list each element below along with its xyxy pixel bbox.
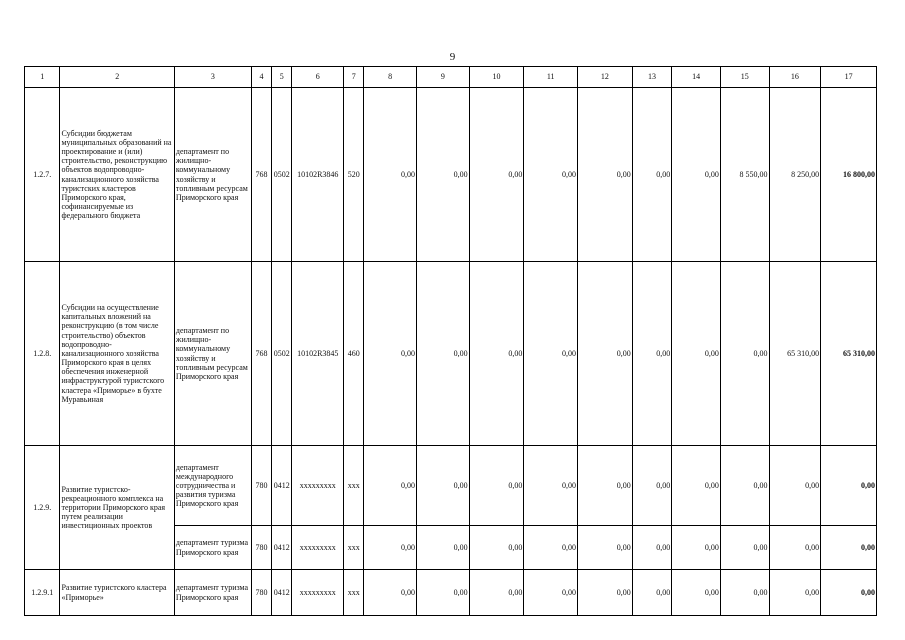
cell-expense-type: xxx <box>344 446 364 526</box>
cell-value: 0,00 <box>416 570 469 616</box>
cell-value: 0,00 <box>416 262 469 446</box>
cell-value: 0,00 <box>469 446 524 526</box>
cell-value: 65 310,00 <box>769 262 821 446</box>
cell-value: 0,00 <box>469 262 524 446</box>
header-cell: 2 <box>60 67 174 88</box>
header-cell: 10 <box>469 67 524 88</box>
cell-total: 0,00 <box>821 570 877 616</box>
cell-value: 0,00 <box>632 88 672 262</box>
header-cell: 16 <box>769 67 821 88</box>
header-cell: 7 <box>344 67 364 88</box>
cell-total: 0,00 <box>821 526 877 570</box>
cell-target: xxxxxxxxx <box>292 570 344 616</box>
cell-value: 0,00 <box>720 526 769 570</box>
row-responsible: департамент международного сотрудничества и развития туризма Приморского края <box>174 446 251 526</box>
cell-value: 0,00 <box>469 570 524 616</box>
cell-target: 10102R3846 <box>292 88 344 262</box>
cell-value: 0,00 <box>364 570 417 616</box>
header-cell: 5 <box>272 67 292 88</box>
header-cell: 1 <box>25 67 60 88</box>
cell-section: 0412 <box>272 526 292 570</box>
cell-expense-type: xxx <box>344 526 364 570</box>
header-row <box>25 67 877 88</box>
cell-value: 0,00 <box>416 446 469 526</box>
cell-value: 0,00 <box>769 446 821 526</box>
row-code: 1.2.9.1 <box>25 570 60 616</box>
row-responsible: департамент туризма Приморского края <box>174 526 251 570</box>
cell-value: 8 550,00 <box>720 88 769 262</box>
cell-target: 10102R3845 <box>292 262 344 446</box>
header-cell: 17 <box>821 67 877 88</box>
header-cell: 8 <box>364 67 417 88</box>
cell-grbs: 780 <box>251 570 271 616</box>
header-cell: 9 <box>416 67 469 88</box>
cell-target: xxxxxxxxx <box>292 526 344 570</box>
cell-value: 0,00 <box>672 262 721 446</box>
cell-total: 65 310,00 <box>821 262 877 446</box>
cell-grbs: 780 <box>251 446 271 526</box>
header-cell: 12 <box>578 67 633 88</box>
cell-value: 0,00 <box>524 88 578 262</box>
cell-section: 0502 <box>272 262 292 446</box>
cell-value: 0,00 <box>364 262 417 446</box>
header-cell: 13 <box>632 67 672 88</box>
cell-value: 0,00 <box>672 570 721 616</box>
row-responsible: департамент по жилищно-коммунальному хозяйству и топливным ресурсам Приморского края <box>174 262 251 446</box>
cell-expense-type: xxx <box>344 570 364 616</box>
cell-value: 0,00 <box>672 526 721 570</box>
header-cell: 11 <box>524 67 578 88</box>
cell-grbs: 768 <box>251 88 271 262</box>
cell-value: 0,00 <box>416 88 469 262</box>
cell-value: 0,00 <box>578 88 633 262</box>
row-code: 1.2.8. <box>25 262 60 446</box>
cell-expense-type: 460 <box>344 262 364 446</box>
budget-table <box>24 66 877 616</box>
cell-value: 0,00 <box>364 526 417 570</box>
cell-value: 0,00 <box>416 526 469 570</box>
cell-section: 0502 <box>272 88 292 262</box>
cell-section: 0412 <box>272 570 292 616</box>
cell-value: 0,00 <box>632 526 672 570</box>
cell-value: 0,00 <box>672 88 721 262</box>
cell-value: 0,00 <box>632 446 672 526</box>
row-code: 1.2.9. <box>25 446 60 570</box>
row-name: Субсидии бюджетам муниципальных образований на проектирование и (или) строительство, реконструкцию объектов водопроводно-канализационного хозяйства туристских кластеров Приморского края, софинансируемые из федерального бюджета <box>60 88 174 262</box>
table-row <box>25 88 877 262</box>
cell-value: 0,00 <box>578 526 633 570</box>
cell-value: 0,00 <box>578 446 633 526</box>
page-number: 9 <box>449 51 456 63</box>
cell-value: 0,00 <box>469 526 524 570</box>
cell-value: 0,00 <box>769 570 821 616</box>
header-cell: 6 <box>292 67 344 88</box>
row-responsible: департамент туризма Приморского края <box>174 570 251 616</box>
table-row <box>25 262 877 446</box>
cell-value: 8 250,00 <box>769 88 821 262</box>
cell-value: 0,00 <box>524 526 578 570</box>
cell-value: 0,00 <box>769 526 821 570</box>
cell-value: 0,00 <box>632 262 672 446</box>
cell-value: 0,00 <box>524 446 578 526</box>
cell-value: 0,00 <box>578 570 633 616</box>
cell-value: 0,00 <box>720 570 769 616</box>
cell-grbs: 780 <box>251 526 271 570</box>
cell-value: 0,00 <box>364 88 417 262</box>
cell-total: 0,00 <box>821 446 877 526</box>
header-cell: 14 <box>672 67 721 88</box>
cell-value: 0,00 <box>578 262 633 446</box>
header-cell: 3 <box>174 67 251 88</box>
cell-value: 0,00 <box>720 446 769 526</box>
header-cell: 4 <box>251 67 271 88</box>
cell-section: 0412 <box>272 446 292 526</box>
row-name: Развитие туристского кластера «Приморье» <box>60 570 174 616</box>
cell-expense-type: 520 <box>344 88 364 262</box>
cell-value: 0,00 <box>364 446 417 526</box>
row-name: Субсидии на осуществление капитальных вложений на реконструкцию (в том числе строительство) объектов водопроводно-канализационного хозяйства Приморского края в целях обеспечения инженерной инфраструктурой туристского кластера «Приморье» в бухте Муравьиная <box>60 262 174 446</box>
cell-value: 0,00 <box>524 262 578 446</box>
cell-value: 0,00 <box>672 446 721 526</box>
cell-value: 0,00 <box>720 262 769 446</box>
row-name: Развитие туристско-рекреационного комплекса на территории Приморского края путем реализации инвестиционных проектов <box>60 446 174 570</box>
cell-value: 0,00 <box>469 88 524 262</box>
table-row <box>25 446 877 526</box>
cell-value: 0,00 <box>632 570 672 616</box>
table-row <box>25 570 877 616</box>
cell-target: xxxxxxxxx <box>292 446 344 526</box>
row-code: 1.2.7. <box>25 88 60 262</box>
cell-value: 0,00 <box>524 570 578 616</box>
cell-total: 16 800,00 <box>821 88 877 262</box>
row-responsible: департамент по жилищно-коммунальному хозяйству и топливным ресурсам Приморского края <box>174 88 251 262</box>
header-cell: 15 <box>720 67 769 88</box>
cell-grbs: 768 <box>251 262 271 446</box>
